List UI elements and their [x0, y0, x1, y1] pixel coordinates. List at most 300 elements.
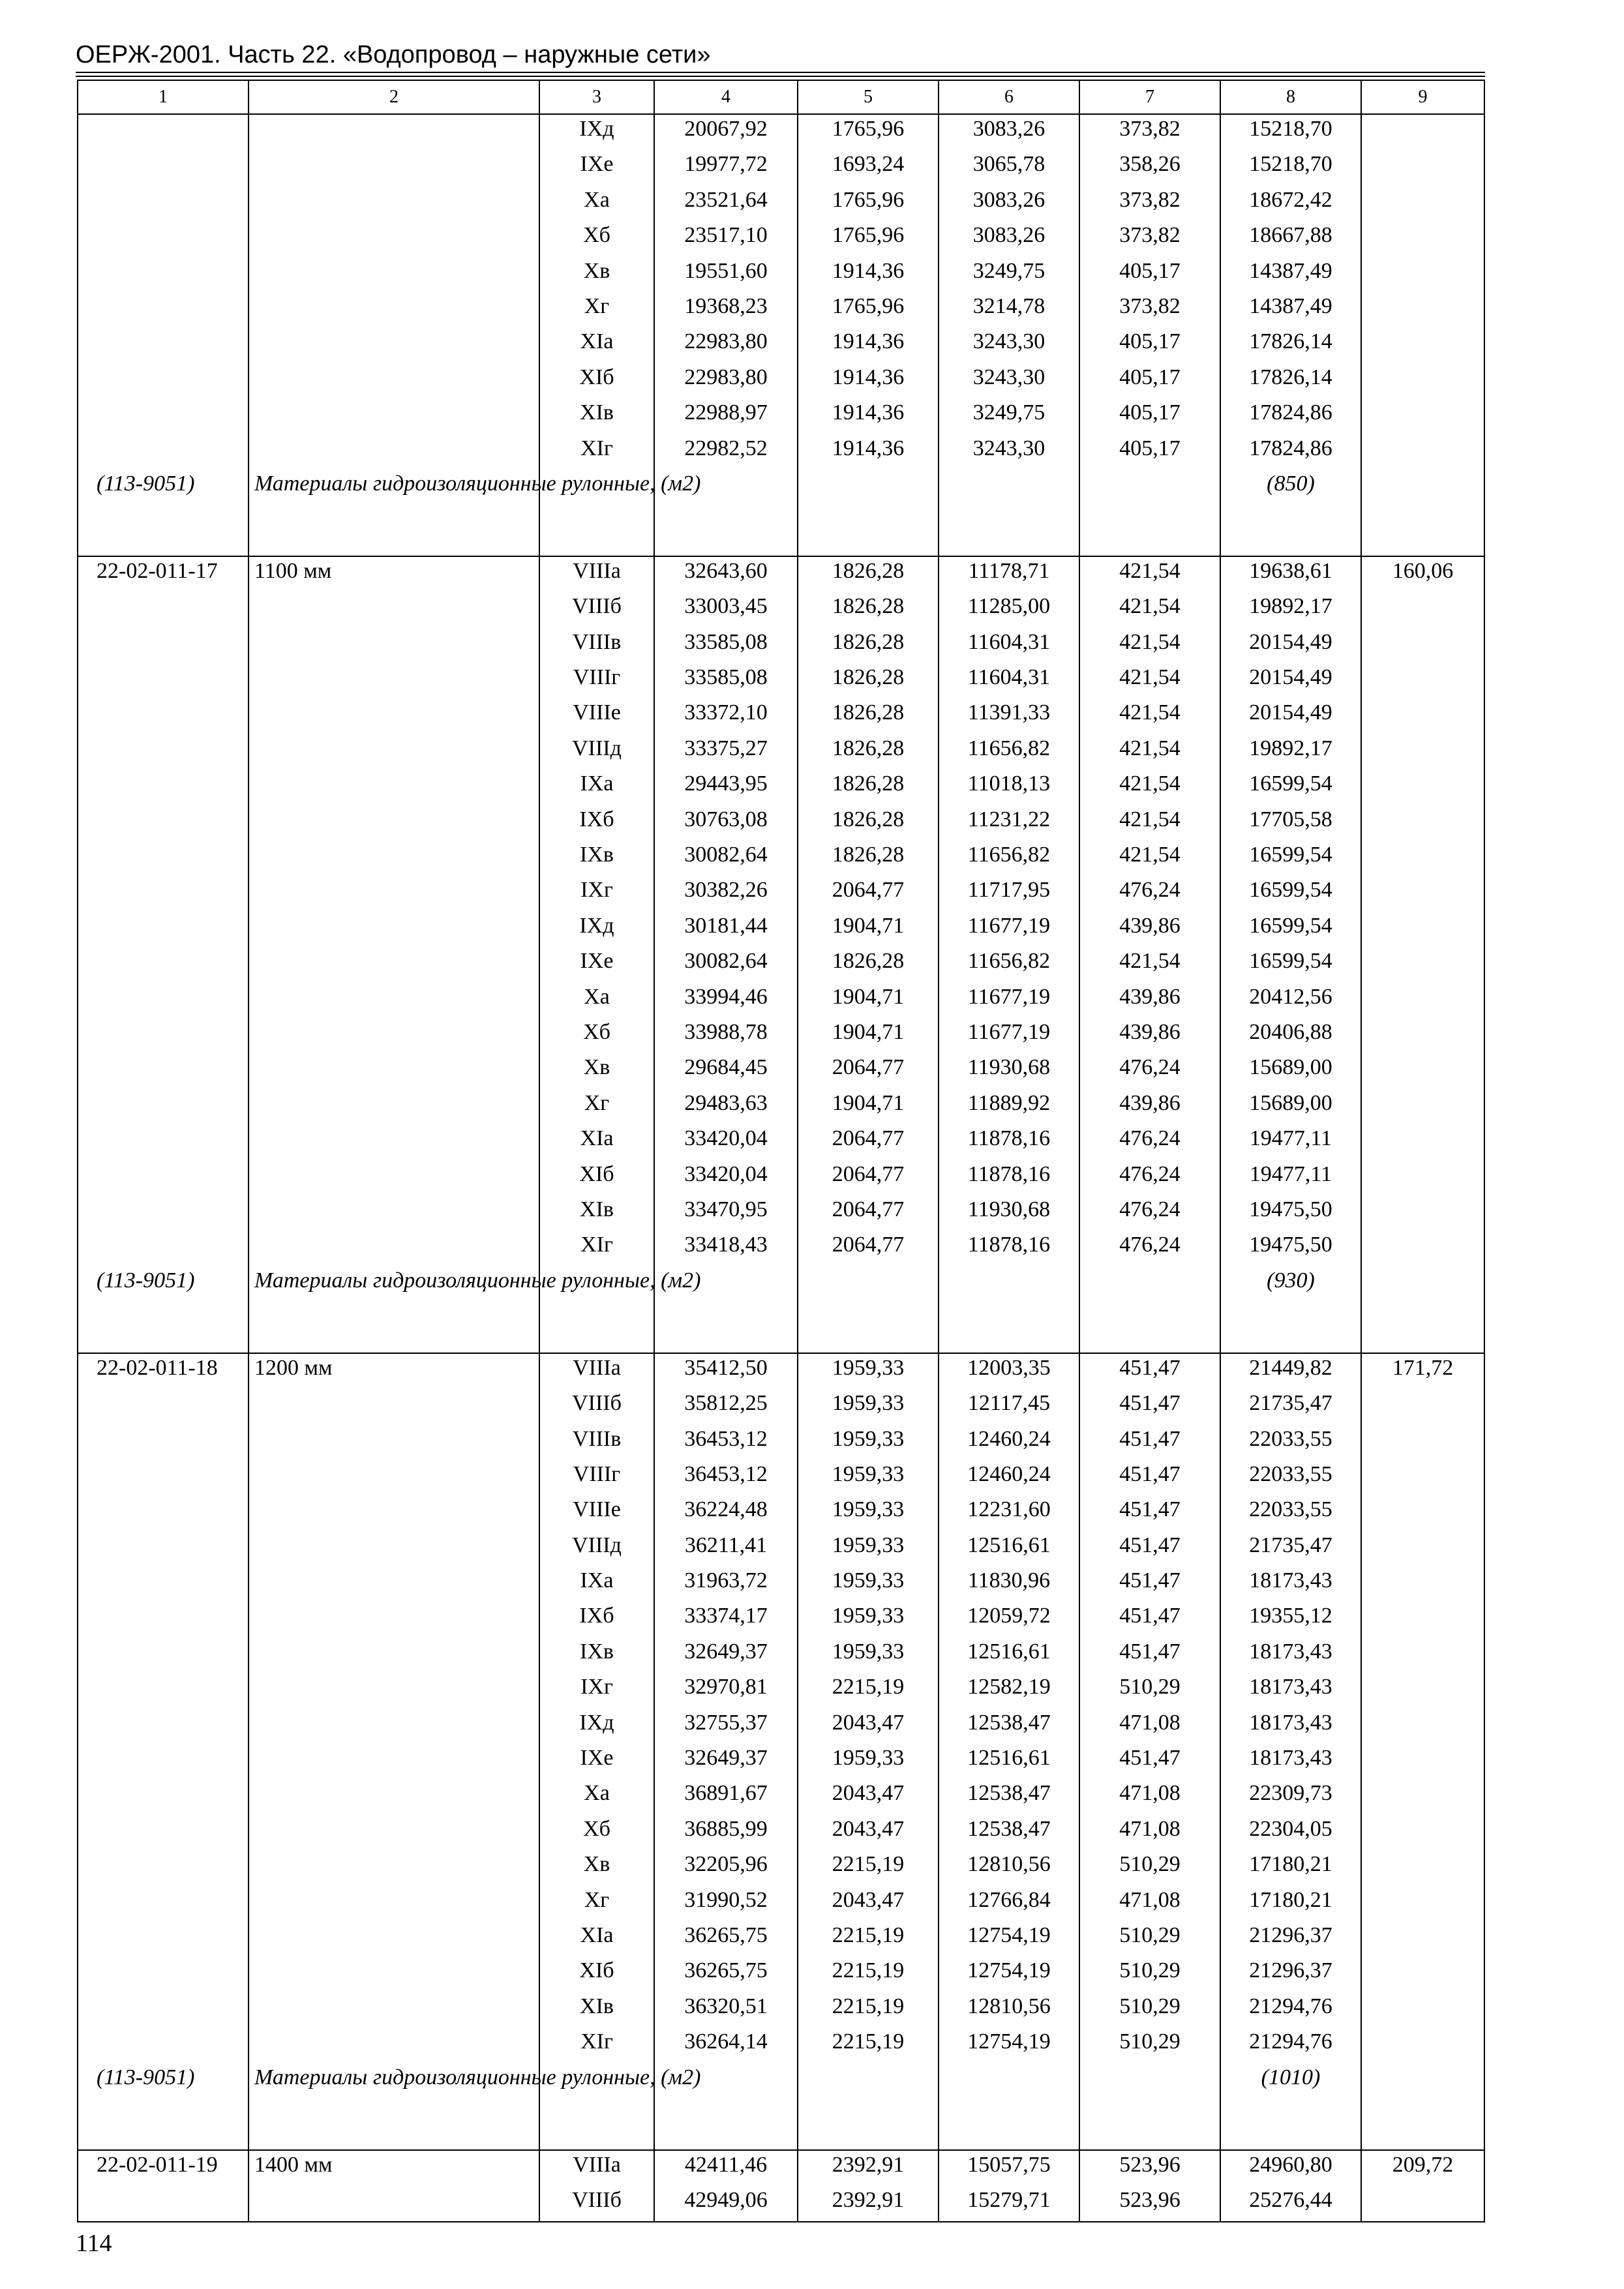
wages-cell: 2215,19 — [798, 2027, 939, 2063]
total-cost-cell: 23517,10 — [654, 221, 798, 256]
zone-cell: XIа — [539, 1921, 654, 1956]
rate-description — [248, 1160, 539, 1195]
header-rule-bottom — [76, 76, 1485, 77]
rate-description — [248, 1673, 539, 1708]
total-cost-cell: 31963,72 — [654, 1566, 798, 1602]
table-row — [78, 1709, 1484, 1744]
materials-cell: 18173,43 — [1220, 1673, 1361, 1708]
rate-code: 22-02-011-17 — [78, 556, 248, 592]
rate-code — [78, 1425, 248, 1460]
machinist-wages-cell: 421,54 — [1079, 698, 1220, 734]
table-row — [78, 1531, 1484, 1566]
labor-cost-cell — [1361, 434, 1484, 470]
material-row — [78, 2063, 1484, 2150]
table-row — [78, 1160, 1484, 1195]
wages-cell: 2215,19 — [798, 1992, 939, 2027]
wages-cell: 1826,28 — [798, 698, 939, 734]
material-quantity: (1010) — [1220, 2063, 1361, 2150]
wages-cell: 1959,33 — [798, 1460, 939, 1495]
rate-description — [248, 2186, 539, 2222]
total-cost-cell: 33470,95 — [654, 1195, 798, 1231]
rate-code — [78, 1124, 248, 1159]
rate-description — [248, 841, 539, 876]
total-cost-cell: 35412,50 — [654, 1353, 798, 1389]
machines-cell: 11878,16 — [939, 1124, 1079, 1159]
rate-description — [248, 628, 539, 663]
rate-description — [248, 1195, 539, 1231]
table-row — [78, 327, 1484, 363]
machines-cell: 11878,16 — [939, 1160, 1079, 1195]
rate-description — [248, 1779, 539, 1814]
materials-cell: 17826,14 — [1220, 363, 1361, 398]
rate-description — [248, 1709, 539, 1744]
table-row — [78, 1495, 1484, 1531]
table-row — [78, 2150, 1484, 2186]
machines-cell: 12538,47 — [939, 1815, 1079, 1850]
rate-code — [78, 221, 248, 256]
rate-description — [248, 947, 539, 982]
total-cost-cell: 29684,45 — [654, 1053, 798, 1088]
rate-code — [78, 1018, 248, 1053]
materials-cell: 24960,80 — [1220, 2150, 1361, 2186]
labor-cost-cell — [1361, 983, 1484, 1018]
machinist-wages-cell: 471,08 — [1079, 1886, 1220, 1921]
labor-cost-cell — [1361, 1815, 1484, 1850]
empty-cell — [798, 2063, 939, 2150]
rate-code — [78, 628, 248, 663]
machinist-wages-cell: 421,54 — [1079, 805, 1220, 841]
labor-cost-cell: 160,06 — [1361, 556, 1484, 592]
machines-cell: 11178,71 — [939, 556, 1079, 592]
rate-description — [248, 876, 539, 911]
zone-cell: VIIIв — [539, 628, 654, 663]
wages-cell: 2392,91 — [798, 2186, 939, 2222]
materials-cell: 18173,43 — [1220, 1638, 1361, 1673]
zone-cell: IXд — [539, 1709, 654, 1744]
machinist-wages-cell: 451,47 — [1079, 1566, 1220, 1602]
machinist-wages-cell: 476,24 — [1079, 876, 1220, 911]
wages-cell: 1904,71 — [798, 983, 939, 1018]
table-row — [78, 1231, 1484, 1266]
labor-cost-cell — [1361, 1053, 1484, 1088]
materials-cell: 19475,50 — [1220, 1195, 1361, 1231]
machinist-wages-cell: 510,29 — [1079, 1673, 1220, 1708]
machinist-wages-cell: 373,82 — [1079, 221, 1220, 256]
rate-code — [78, 1231, 248, 1266]
materials-cell: 21294,76 — [1220, 2027, 1361, 2063]
labor-cost-cell — [1361, 1195, 1484, 1231]
labor-cost-cell — [1361, 363, 1484, 398]
machinist-wages-cell: 451,47 — [1079, 1638, 1220, 1673]
wages-cell: 1826,28 — [798, 556, 939, 592]
zone-cell: IXг — [539, 876, 654, 911]
table-row — [78, 1779, 1484, 1814]
material-quantity: (850) — [1220, 470, 1361, 556]
zone-cell: IXб — [539, 1602, 654, 1637]
machinist-wages-cell: 439,86 — [1079, 983, 1220, 1018]
zone-cell: IXе — [539, 1744, 654, 1779]
machines-cell: 3243,30 — [939, 363, 1079, 398]
machines-cell: 12754,19 — [939, 1956, 1079, 1992]
total-cost-cell: 29483,63 — [654, 1089, 798, 1124]
empty-cell — [939, 2063, 1079, 2150]
materials-cell: 22033,55 — [1220, 1425, 1361, 1460]
rate-code — [78, 1992, 248, 2027]
machines-cell: 11717,95 — [939, 876, 1079, 911]
rate-code — [78, 1053, 248, 1088]
column-number: 4 — [654, 80, 798, 114]
materials-cell: 17826,14 — [1220, 327, 1361, 363]
machinist-wages-cell: 451,47 — [1079, 1602, 1220, 1637]
material-row — [78, 470, 1484, 556]
rate-description — [248, 1053, 539, 1088]
wages-cell: 2064,77 — [798, 1231, 939, 1266]
labor-cost-cell — [1361, 221, 1484, 256]
materials-cell: 17824,86 — [1220, 398, 1361, 434]
rate-code — [78, 1495, 248, 1531]
labor-cost-cell — [1361, 1779, 1484, 1814]
total-cost-cell: 32970,81 — [654, 1673, 798, 1708]
wages-cell: 1959,33 — [798, 1495, 939, 1531]
labor-cost-cell — [1361, 1566, 1484, 1602]
wages-cell: 2215,19 — [798, 1673, 939, 1708]
total-cost-cell: 36453,12 — [654, 1460, 798, 1495]
total-cost-cell: 19368,23 — [654, 292, 798, 327]
machines-cell: 15279,71 — [939, 2186, 1079, 2222]
rate-description — [248, 1460, 539, 1495]
table-row — [78, 947, 1484, 982]
table-row — [78, 805, 1484, 841]
empty-cell — [1361, 2063, 1484, 2150]
materials-cell: 18173,43 — [1220, 1744, 1361, 1779]
total-cost-cell: 33420,04 — [654, 1160, 798, 1195]
material-code: (113-9051) — [78, 1266, 248, 1353]
materials-cell: 20406,88 — [1220, 1018, 1361, 1053]
machines-cell: 11878,16 — [939, 1231, 1079, 1266]
zone-cell: IXд — [539, 912, 654, 947]
zone-cell: IXд — [539, 114, 654, 150]
material-name: Материалы гидроизоляционные рулонные, (м2) — [248, 2063, 539, 2150]
total-cost-cell: 22983,80 — [654, 327, 798, 363]
empty-cell — [1361, 1266, 1484, 1353]
table-row — [78, 1353, 1484, 1389]
table-row — [78, 628, 1484, 663]
materials-cell: 16599,54 — [1220, 841, 1361, 876]
rate-description — [248, 1425, 539, 1460]
labor-cost-cell — [1361, 2027, 1484, 2063]
labor-cost-cell: 209,72 — [1361, 2150, 1484, 2186]
machines-cell: 11677,19 — [939, 983, 1079, 1018]
rate-code — [78, 150, 248, 185]
wages-cell: 1959,33 — [798, 1744, 939, 1779]
table-row — [78, 1460, 1484, 1495]
table-row — [78, 1815, 1484, 1850]
zone-cell: XIв — [539, 1992, 654, 2027]
labor-cost-cell — [1361, 770, 1484, 805]
rate-description — [248, 2027, 539, 2063]
machinist-wages-cell: 421,54 — [1079, 734, 1220, 770]
rate-description — [248, 1124, 539, 1159]
rates-table — [77, 80, 1485, 2222]
table-row — [78, 1850, 1484, 1885]
rate-code — [78, 1389, 248, 1424]
table-row — [78, 1673, 1484, 1708]
rate-description — [248, 1744, 539, 1779]
total-cost-cell: 33372,10 — [654, 698, 798, 734]
table-row — [78, 221, 1484, 256]
rate-description — [248, 1566, 539, 1602]
materials-cell: 21735,47 — [1220, 1531, 1361, 1566]
machinist-wages-cell: 405,17 — [1079, 434, 1220, 470]
materials-cell: 21296,37 — [1220, 1956, 1361, 1992]
total-cost-cell: 36885,99 — [654, 1815, 798, 1850]
materials-cell: 17180,21 — [1220, 1850, 1361, 1885]
machines-cell: 11930,68 — [939, 1053, 1079, 1088]
total-cost-cell: 19551,60 — [654, 257, 798, 292]
rate-code — [78, 1160, 248, 1195]
rate-code — [78, 1638, 248, 1673]
labor-cost-cell — [1361, 1886, 1484, 1921]
rate-description — [248, 327, 539, 363]
wages-cell: 1826,28 — [798, 734, 939, 770]
machinist-wages-cell: 510,29 — [1079, 1850, 1220, 1885]
rate-description — [248, 805, 539, 841]
labor-cost-cell — [1361, 257, 1484, 292]
rate-code — [78, 2186, 248, 2222]
rate-description — [248, 770, 539, 805]
wages-cell: 1904,71 — [798, 1018, 939, 1053]
zone-cell: Xв — [539, 257, 654, 292]
table-row — [78, 698, 1484, 734]
machinist-wages-cell: 373,82 — [1079, 292, 1220, 327]
zone-cell: XIб — [539, 1160, 654, 1195]
wages-cell: 1826,28 — [798, 841, 939, 876]
table-row — [78, 556, 1484, 592]
zone-cell: XIг — [539, 2027, 654, 2063]
total-cost-cell: 31990,52 — [654, 1886, 798, 1921]
machines-cell: 11656,82 — [939, 734, 1079, 770]
machines-cell: 3083,26 — [939, 221, 1079, 256]
machines-cell: 11018,13 — [939, 770, 1079, 805]
table-row — [78, 1566, 1484, 1602]
material-row — [78, 1266, 1484, 1353]
zone-cell: Xб — [539, 221, 654, 256]
labor-cost-cell — [1361, 2186, 1484, 2222]
table-row — [78, 150, 1484, 185]
machinist-wages-cell: 510,29 — [1079, 1921, 1220, 1956]
machinist-wages-cell: 405,17 — [1079, 327, 1220, 363]
machinist-wages-cell: 451,47 — [1079, 1353, 1220, 1389]
rate-code — [78, 1531, 248, 1566]
wages-cell: 1914,36 — [798, 363, 939, 398]
zone-cell: Xг — [539, 1089, 654, 1124]
materials-cell: 16599,54 — [1220, 912, 1361, 947]
materials-cell: 15689,00 — [1220, 1089, 1361, 1124]
table-row — [78, 1425, 1484, 1460]
wages-cell: 1914,36 — [798, 327, 939, 363]
machinist-wages-cell: 405,17 — [1079, 363, 1220, 398]
materials-cell: 17824,86 — [1220, 434, 1361, 470]
material-code: (113-9051) — [78, 2063, 248, 2150]
table-row — [78, 1389, 1484, 1424]
rate-code — [78, 592, 248, 627]
materials-cell: 22309,73 — [1220, 1779, 1361, 1814]
materials-cell: 22033,55 — [1220, 1495, 1361, 1531]
machines-cell: 11231,22 — [939, 805, 1079, 841]
wages-cell: 1765,96 — [798, 186, 939, 221]
rate-code — [78, 292, 248, 327]
total-cost-cell: 32649,37 — [654, 1638, 798, 1673]
total-cost-cell: 33994,46 — [654, 983, 798, 1018]
total-cost-cell: 33585,08 — [654, 628, 798, 663]
rate-code — [78, 1709, 248, 1744]
wages-cell: 1826,28 — [798, 592, 939, 627]
wages-cell: 1959,33 — [798, 1602, 939, 1637]
zone-cell: XIв — [539, 1195, 654, 1231]
rate-code — [78, 114, 248, 150]
zone-cell: XIа — [539, 327, 654, 363]
table-row — [78, 663, 1484, 698]
labor-cost-cell — [1361, 1602, 1484, 1637]
rate-description — [248, 434, 539, 470]
table-row — [78, 1602, 1484, 1637]
wages-cell: 1959,33 — [798, 1353, 939, 1389]
total-cost-cell: 33585,08 — [654, 663, 798, 698]
zone-cell: IXб — [539, 805, 654, 841]
machines-cell: 11285,00 — [939, 592, 1079, 627]
rate-code — [78, 2027, 248, 2063]
column-number: 2 — [248, 80, 539, 114]
materials-cell: 18672,42 — [1220, 186, 1361, 221]
zone-cell: VIIIд — [539, 1531, 654, 1566]
total-cost-cell: 20067,92 — [654, 114, 798, 150]
rate-description — [248, 1886, 539, 1921]
machines-cell: 12810,56 — [939, 1992, 1079, 2027]
rate-code — [78, 363, 248, 398]
column-number: 3 — [539, 80, 654, 114]
rate-description — [248, 983, 539, 1018]
rate-description — [248, 1850, 539, 1885]
materials-cell: 20154,49 — [1220, 628, 1361, 663]
wages-cell: 2064,77 — [798, 1124, 939, 1159]
total-cost-cell: 30181,44 — [654, 912, 798, 947]
table-row — [78, 1956, 1484, 1992]
machines-cell: 11830,96 — [939, 1566, 1079, 1602]
material-name: Материалы гидроизоляционные рулонные, (м2) — [248, 1266, 539, 1353]
labor-cost-cell — [1361, 1638, 1484, 1673]
total-cost-cell: 30082,64 — [654, 841, 798, 876]
rate-code — [78, 1850, 248, 1885]
materials-cell: 19477,11 — [1220, 1124, 1361, 1159]
total-cost-cell: 23521,64 — [654, 186, 798, 221]
rate-description: 1100 мм — [248, 556, 539, 592]
machines-cell: 3214,78 — [939, 292, 1079, 327]
rate-code: 22-02-011-18 — [78, 1353, 248, 1389]
table-row — [78, 1992, 1484, 2027]
machinist-wages-cell: 510,29 — [1079, 1992, 1220, 2027]
wages-cell: 2064,77 — [798, 1053, 939, 1088]
total-cost-cell: 32205,96 — [654, 1850, 798, 1885]
zone-cell: Xг — [539, 292, 654, 327]
total-cost-cell: 19977,72 — [654, 150, 798, 185]
materials-cell: 15689,00 — [1220, 1053, 1361, 1088]
materials-cell: 22033,55 — [1220, 1460, 1361, 1495]
materials-cell: 19892,17 — [1220, 734, 1361, 770]
page-number: 114 — [76, 2230, 112, 2257]
labor-cost-cell — [1361, 592, 1484, 627]
labor-cost-cell — [1361, 114, 1484, 150]
rate-description — [248, 221, 539, 256]
materials-cell: 18173,43 — [1220, 1709, 1361, 1744]
materials-cell: 14387,49 — [1220, 257, 1361, 292]
machines-cell: 12538,47 — [939, 1709, 1079, 1744]
labor-cost-cell — [1361, 876, 1484, 911]
table-row — [78, 1124, 1484, 1159]
zone-cell: Xв — [539, 1850, 654, 1885]
table-row — [78, 841, 1484, 876]
zone-cell: XIб — [539, 1956, 654, 1992]
zone-cell: VIIIб — [539, 592, 654, 627]
zone-cell: VIIIе — [539, 1495, 654, 1531]
wages-cell: 1693,24 — [798, 150, 939, 185]
empty-cell — [1079, 1266, 1220, 1353]
wages-cell: 1959,33 — [798, 1638, 939, 1673]
total-cost-cell: 42949,06 — [654, 2186, 798, 2222]
rate-description — [248, 363, 539, 398]
labor-cost-cell — [1361, 1495, 1484, 1531]
machinist-wages-cell: 510,29 — [1079, 1956, 1220, 1992]
machines-cell: 12516,61 — [939, 1744, 1079, 1779]
wages-cell: 2064,77 — [798, 876, 939, 911]
rate-description — [248, 1231, 539, 1266]
labor-cost-cell — [1361, 150, 1484, 185]
machinist-wages-cell: 471,08 — [1079, 1815, 1220, 1850]
labor-cost-cell — [1361, 1018, 1484, 1053]
labor-cost-cell — [1361, 1850, 1484, 1885]
machinist-wages-cell: 476,24 — [1079, 1053, 1220, 1088]
rate-code — [78, 257, 248, 292]
labor-cost-cell — [1361, 1709, 1484, 1744]
machinist-wages-cell: 373,82 — [1079, 114, 1220, 150]
materials-cell: 21735,47 — [1220, 1389, 1361, 1424]
machines-cell: 11889,92 — [939, 1089, 1079, 1124]
labor-cost-cell: 171,72 — [1361, 1353, 1484, 1389]
rate-description — [248, 1638, 539, 1673]
total-cost-cell: 36264,14 — [654, 2027, 798, 2063]
wages-cell: 1826,28 — [798, 770, 939, 805]
machines-cell: 11604,31 — [939, 663, 1079, 698]
rate-description — [248, 257, 539, 292]
materials-cell: 19477,11 — [1220, 1160, 1361, 1195]
rate-description — [248, 1495, 539, 1531]
rate-code: 22-02-011-19 — [78, 2150, 248, 2186]
machinist-wages-cell: 421,54 — [1079, 947, 1220, 982]
machinist-wages-cell: 471,08 — [1079, 1709, 1220, 1744]
rate-code — [78, 1566, 248, 1602]
table-row — [78, 1018, 1484, 1053]
zone-cell: Xа — [539, 186, 654, 221]
table-row — [78, 1195, 1484, 1231]
machinist-wages-cell: 439,86 — [1079, 912, 1220, 947]
wages-cell: 2392,91 — [798, 2150, 939, 2186]
rate-code — [78, 805, 248, 841]
table-row — [78, 114, 1484, 150]
labor-cost-cell — [1361, 292, 1484, 327]
wages-cell: 2043,47 — [798, 1886, 939, 1921]
materials-cell: 19355,12 — [1220, 1602, 1361, 1637]
machinist-wages-cell: 510,29 — [1079, 2027, 1220, 2063]
zone-cell: Xв — [539, 1053, 654, 1088]
